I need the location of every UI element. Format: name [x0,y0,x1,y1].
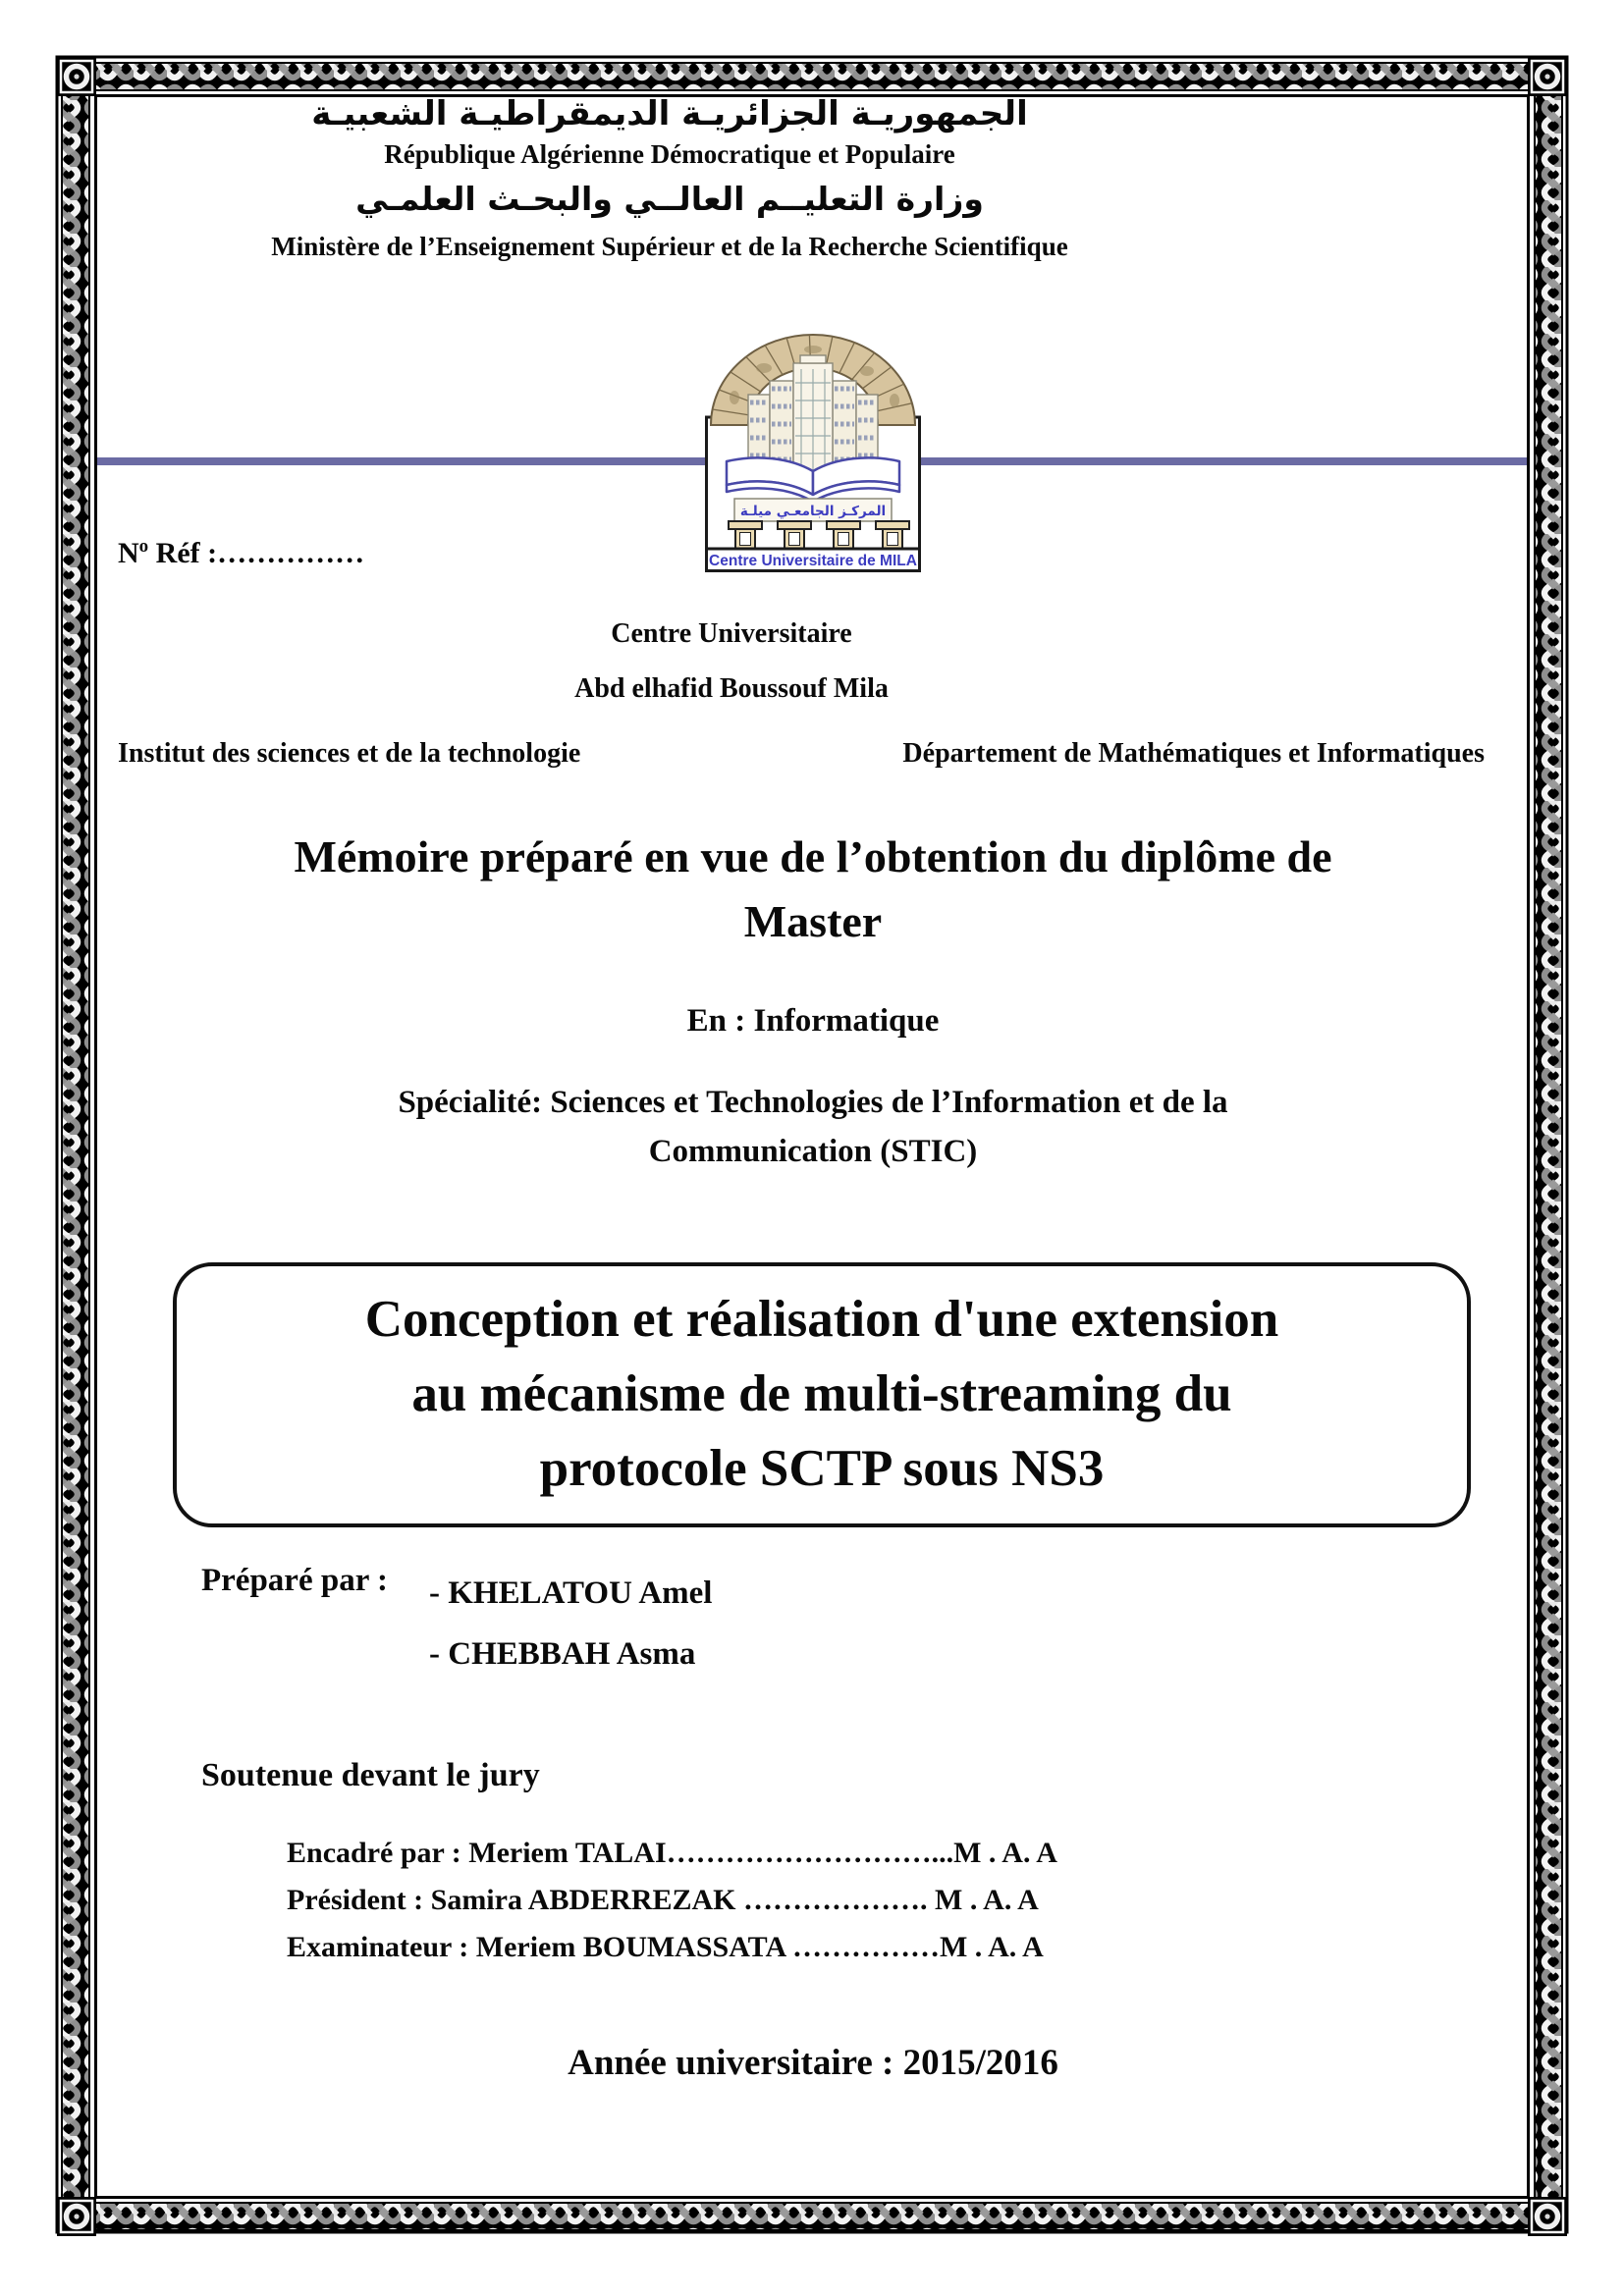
jury-row-examiner: Examinateur : Meriem BOUMASSATA ……………M . A. A [287,1931,1044,1963]
degree-statement-line1: Mémoire préparé en vue de l’obtention du diplôme de [294,831,1332,881]
thesis-title-line2: au mécanisme de multi-streaming du [411,1365,1232,1422]
degree-field: En : Informatique [686,1003,940,1039]
ref-dots: Réf :…………… [148,537,365,569]
logo-caption-text: Centre Universitaire de MILA [709,553,917,569]
thesis-title-line3: protocole SCTP sous NS3 [539,1440,1105,1497]
university-name [437,618,1026,705]
logo-banner-arabic-text: المركـز الجامعـي ميلـة [739,504,887,519]
republic-french-line: République Algérienne Démocratique et Populaire [384,139,955,169]
author-item: - CHEBBAH Asma [429,1636,696,1672]
ministry-arabic-line: وزارة التعليــم العالــي والبحـث العلمـي [355,180,984,218]
academic-year: Année universitaire : 2015/2016 [568,2043,1058,2083]
authors-label: Préparé par : [201,1563,388,1598]
jury-row-president: Président : Samira ABDERREZAK ………………. M . A. A [287,1884,1039,1916]
authors-block [201,1563,712,1684]
speciality-line1: Spécialité: Sciences et Technologies de l’Information et de la [398,1085,1228,1120]
affiliation-row [118,738,1485,770]
page-header [56,94,1283,262]
university-name-line2: Abd elhafid Boussouf Mila [574,673,889,704]
author-item: - KHELATOU Amel [429,1575,713,1611]
university-logo [705,324,921,572]
speciality-line2: Communication (STIC) [648,1134,978,1169]
institute-name: Institut des sciences et de la technologie [118,738,581,769]
ministry-french-line: Ministère de l’Enseignement Supérieur et de la Recherche Scientifique [271,232,1068,261]
degree-statement-line2: Master [743,896,883,946]
reference-number [118,536,364,570]
ref-letter: N [118,537,139,569]
university-name-line1: Centre Universitaire [611,618,852,649]
degree-speciality [147,1078,1479,1176]
jury-list [287,1830,1057,1971]
department-name: Département de Mathématiques et Informatiques [902,738,1485,769]
jury-row-supervisor: Encadré par : Meriem TALAI………………………...M . A. A [287,1837,1057,1869]
republic-arabic-line: الجمهوريـة الجزائريـة الديمقراطيـة الشعبيـة [311,94,1028,133]
jury-heading: Soutenue devant le jury [201,1757,540,1793]
thesis-title-box [173,1262,1471,1527]
authors-list [429,1563,712,1684]
degree-statement [147,825,1479,954]
ref-sup: o [138,536,149,557]
thesis-title-line1: Conception et réalisation d'une extension [364,1291,1279,1348]
